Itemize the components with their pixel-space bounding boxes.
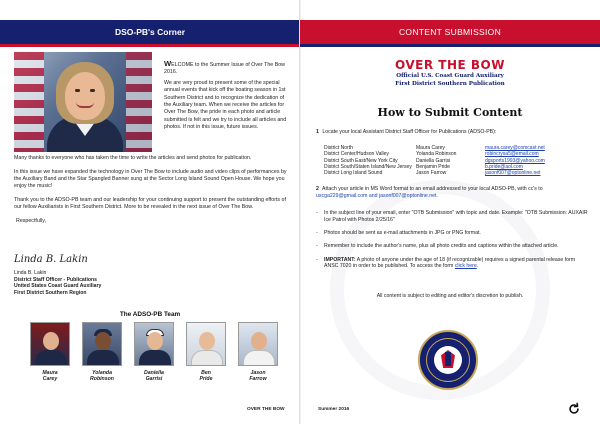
member-photo <box>186 322 226 366</box>
left-body-text <box>14 155 292 232</box>
release-form-link[interactable]: click here <box>454 263 477 270</box>
handwritten-signature: Linda B. Lakin <box>14 254 88 265</box>
body-paragraph: Many thanks to everyone who has taken the time to write the articles and send photos for publication. <box>14 155 252 161</box>
member-name <box>82 370 122 383</box>
left-page-header <box>0 20 300 44</box>
member-name <box>134 370 174 383</box>
contact-name: Jason Farrow <box>416 170 447 177</box>
intro-paragraph-1 <box>164 60 292 77</box>
left-page-header-title: DSO-PB's Corner <box>114 27 186 37</box>
signer-title: District Staff Officer - Publications <box>14 276 97 283</box>
contact-name: Yolanda Robinson <box>416 151 457 158</box>
intro-text <box>164 60 292 135</box>
contact-row <box>324 170 594 176</box>
team-member <box>30 322 70 394</box>
member-photo <box>30 322 70 366</box>
intro-line-1: ELCOME to the Summer Issue of Over The Bow 2016. <box>164 62 286 76</box>
member-first-name: Yolanda <box>92 370 112 376</box>
step-2 <box>316 186 590 200</box>
signature-block <box>14 270 101 296</box>
body-paragraph: Thank you to the ADSO-PB team and our leadership for your continuing support to present the outstanding efforts of our fellow Auxiliarists in First Southern District. More to be revealed in the next issue of Over The Bow. <box>14 197 286 211</box>
editorial-note: All content is subject to editing and editor's discretion to publish. <box>376 293 524 299</box>
right-header-stripe <box>300 44 600 47</box>
member-last-name: Garrisi <box>145 376 163 383</box>
contact-district: District North <box>324 145 353 151</box>
contact-email-link[interactable]: robincrysa5@email.com <box>485 151 539 158</box>
step-number: 2 <box>316 186 319 192</box>
section-heading: How to Submit Content <box>377 106 523 119</box>
closing-text: Respectfully, <box>16 218 46 225</box>
member-first-name: Daniella <box>144 370 164 376</box>
contacts-table <box>324 145 594 176</box>
member-photo <box>82 322 122 366</box>
team-member <box>238 322 278 394</box>
member-last-name: Robinson <box>90 376 114 383</box>
member-first-name: Maura <box>42 370 58 376</box>
step-number: 1 <box>316 129 319 135</box>
team-member <box>186 322 226 394</box>
member-name <box>186 370 226 383</box>
member-last-name: Pride <box>199 376 213 383</box>
step-1 <box>316 129 590 136</box>
important-end: . <box>476 263 479 270</box>
signer-region: First District Southern Region <box>14 289 87 296</box>
publication-subtitle-2: First District Southern Publication <box>395 81 505 87</box>
guideline-item: - In the subject line of your email, enter "OTB Submission" with topic and date. Example: "OTB Submission: AUXAIR Ice Patrol with Photos 2/25/16" <box>316 210 590 224</box>
body-paragraph: In this issue we have expanded the technology in Over The Bow to include audio and video clips of performances by the Auxiliary Band and the Star Spangled Banner sung at the Sector Long Island Sound Open House. We hope you enjoy the music! <box>14 168 287 190</box>
member-photo <box>238 322 278 366</box>
guideline-item: - Remember to include the author's name, plus all photo credits and captions within the attached article. <box>316 243 590 250</box>
submission-guidelines <box>316 210 590 277</box>
return-arrow-icon[interactable] <box>567 402 581 416</box>
member-last-name: Farrow <box>249 376 267 383</box>
contact-email-link[interactable]: maura.carey@comcast.net <box>485 145 545 151</box>
step-text: Attach your article in MS Word format to an email addressed to your local ADSO-PB, with cc's to <box>322 186 543 192</box>
contact-district: District South East/New York City <box>324 157 398 164</box>
member-name <box>238 370 278 383</box>
member-photo <box>134 322 174 366</box>
signer-org: United States Coast Guard Auxiliary <box>14 283 102 290</box>
team-title: The ADSO-PB Team <box>119 311 181 318</box>
author-portrait <box>14 52 152 152</box>
step-text: Locate your local Assistant District Staff Officer for Publications (ADSO-PB): <box>322 129 497 135</box>
submission-email-link[interactable]: uscga229@gmail.com and jasonf007@optonline.net. <box>316 192 438 199</box>
contact-email-link[interactable]: b.pride@aol.com <box>485 163 523 170</box>
guideline-item-important <box>316 257 590 271</box>
contact-district: District South/Staten Island/New Jersey <box>324 163 412 170</box>
signer-name: Linda B. Lakin <box>14 270 47 276</box>
right-footer: Summer 2016 <box>318 407 350 412</box>
intro-paragraph-2: We are very proud to present some of the special annual events that kick off the boating season in 1st Southern District and to recognize the dedication of the Auxiliary team. When we receive the articles for Over The Bow, the pride in each photo and article submitted is felt and we try to include all articles and photos. If not in this issue, future issues. <box>164 80 287 130</box>
dropcap: W <box>164 59 172 68</box>
member-first-name: Ben <box>201 370 211 376</box>
right-page-header <box>300 20 600 44</box>
coast-guard-auxiliary-seal <box>418 330 478 390</box>
guideline-item: - Photos should be sent as e-mail attachments in JPG or PNG format. <box>316 230 590 237</box>
contact-email-link[interactable]: jasonf007@optonline.net <box>485 170 541 177</box>
right-page <box>300 0 600 424</box>
contact-district: District Long Island Sound <box>324 170 383 177</box>
contact-name: Daniella Garrisi <box>416 157 451 164</box>
publication-subtitle: Official U.S. Coast Guard Auxiliary <box>396 73 504 79</box>
right-page-header-title: CONTENT SUBMISSION <box>398 27 502 37</box>
left-header-stripe <box>0 44 300 47</box>
member-name <box>30 370 70 383</box>
important-text: A photo of anyone under the age of 18 (if recognizable) requires a signed parental release form ANSC 7020 in order to be published. To access the form <box>324 256 576 270</box>
publication-title: OVER THE BOW <box>395 58 505 72</box>
member-last-name: Carey <box>42 376 58 383</box>
important-label: IMPORTANT: <box>324 256 356 263</box>
contact-district: District Center/Hudson Valley <box>324 151 389 158</box>
contact-email-link[interactable]: dgsports1993@yahoo.com <box>485 157 545 164</box>
team-member <box>82 322 122 394</box>
contact-name: Benjamin Pride <box>416 163 450 170</box>
left-footer: OVER THE BOW <box>247 407 285 412</box>
team-photos <box>30 322 280 394</box>
contact-name: Maura Carey <box>416 145 445 151</box>
member-first-name: Jason <box>250 370 266 376</box>
team-member <box>134 322 174 394</box>
